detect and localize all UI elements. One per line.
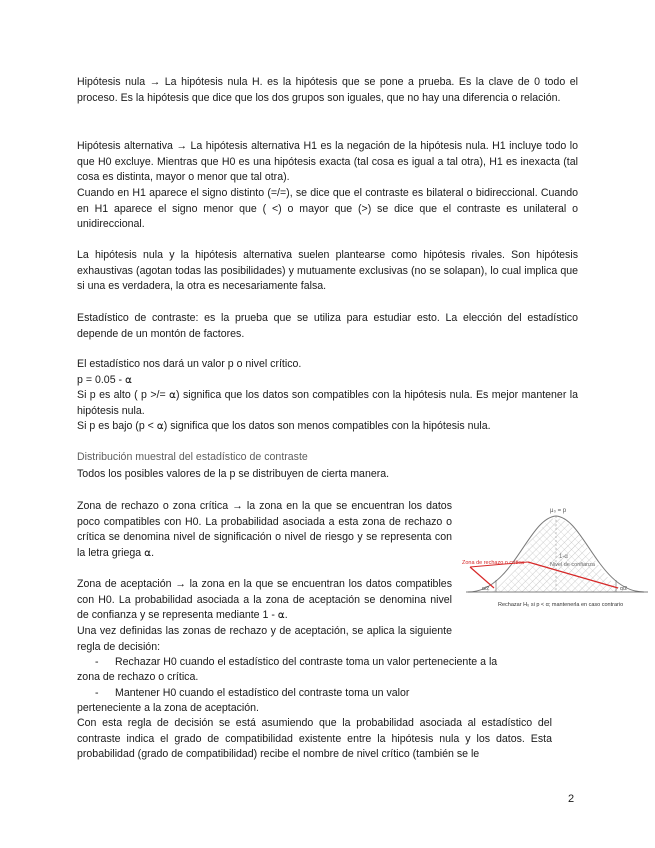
list-dash: - [95, 656, 99, 668]
accept-label-2: Nivel de confianza [550, 562, 595, 568]
paragraph-p-alto: Si p es alto ( p >/= ⍺) significa que los datos son compatibles con la hipótesis nula. Es mejor mantener la hipótesis nula. [77, 389, 578, 417]
list-item-mantener: Mantener H0 cuando el estadístico del contraste toma un valor [115, 687, 410, 699]
paragraph-estadistico-contraste: Estadístico de contraste: es la prueba que se utiliza para estudiar esto. La elección del estadístico depende de un montón de factores. [77, 312, 578, 340]
tail-left-label: α/2 [482, 586, 490, 592]
paragraph-valor-p: El estadístico nos dará un valor p o nivel crítico. [77, 358, 302, 370]
list-dash: - [95, 687, 99, 699]
page-number: 2 [568, 793, 575, 805]
paragraph-zona-aceptacion: Zona de aceptación → la zona en la que se encuentran los datos compatibles con H0. La probabilidad asociada a la zona de aceptación se denomina nivel de confianza y se representa mediante 1 - ⍺. [77, 578, 452, 622]
paragraph-hipotesis-alternativa: Hipótesis alternativa → La hipótesis alternativa H1 es la negación de la hipótesis nula. H1 incluye todo lo que H0 excluye. Mientras que H0 es una hipótesis exacta (tal cosa es igual a tal otra), H1 es inexacta (tal cosa es distinta, mayor o menor que tal otra). [77, 140, 578, 184]
list-item-mantener-cont: perteneciente a la zona de aceptación. [77, 702, 259, 714]
paragraph-zona-rechazo: Zona de rechazo o zona crítica → la zona en la que se encuentran los datos poco compatibles con H0. La probabilidad asociada a esta zona de rechazo o crítica se denomina nivel de significación o nivel de riesgo y se representa con la letra griega ⍺. [77, 500, 452, 559]
paragraph-hipotesis-nula: Hipótesis nula → La hipótesis nula H. es la hipótesis que se pone a prueba. Es la clave de 0 todo el proceso. Es la hipótesis que dice que los dos grupos son iguales, que no hay una diferencia o relación. [77, 76, 578, 104]
paragraph-bilateral-unilateral: Cuando en H1 aparece el signo distinto (=/=), se dice que el contraste es bilateral o bidireccional. Cuando en H1 aparece el signo menor que ( <) o mayor que (>) se dice que el contraste es unilateral o unidireccional. [77, 187, 578, 231]
paragraph-distribucion: Todos los posibles valores de la p se distribuyen de cierta manera. [77, 468, 390, 480]
list-item-rechazar-cont: zona de rechazo o crítica. [77, 671, 199, 683]
figure-caption: Rechazar H₀ si p < α; mantenerla en caso contrario [498, 602, 624, 608]
paragraph-p-bajo: Si p es bajo (p < ⍺) significa que los datos son menos compatibles con la hipótesis nula. [77, 420, 491, 432]
paragraph-hipotesis-rivales: La hipótesis nula y la hipótesis alternativa suelen plantearse como hipótesis rivales. Son hipótesis exhaustivas (agotan todas las posibilidades) y mutuamente exclusivas (no se solapan), lo cual implica que si una es verdadera, la otra es necesariamente falsa. [77, 249, 578, 293]
accept-label-1: 1-α [559, 554, 568, 560]
paragraph-p-alpha: p = 0.05 - ⍺ [77, 374, 132, 386]
arrow-red-left [470, 567, 494, 588]
paragraph-nivel-critico: Con esta regla de decisión se está asumiendo que la probabilidad asociada al estadístico del contraste indica el grado de compatibilidad existente entre la hipótesis nula y los datos. Esta probabilidad (grado de compatibilidad) recibe el nombre de nivel crítico (también se le [77, 717, 552, 761]
distribution-figure [458, 500, 654, 612]
tail-right-label: α/2 [620, 586, 628, 592]
list-item-rechazar: Rechazar H0 cuando el estadístico del contraste toma un valor perteneciente a la [115, 656, 498, 668]
section-subtitle: Distribución muestral del estadístico de contraste [77, 451, 308, 463]
zone-label: Zona de rechazo o crítica [462, 560, 525, 566]
mean-label: μ₀ = p [550, 508, 567, 514]
paragraph-regla-decision: Una vez definidas las zonas de rechazo y de aceptación, se aplica la siguiente regla de decisión: [77, 625, 452, 653]
